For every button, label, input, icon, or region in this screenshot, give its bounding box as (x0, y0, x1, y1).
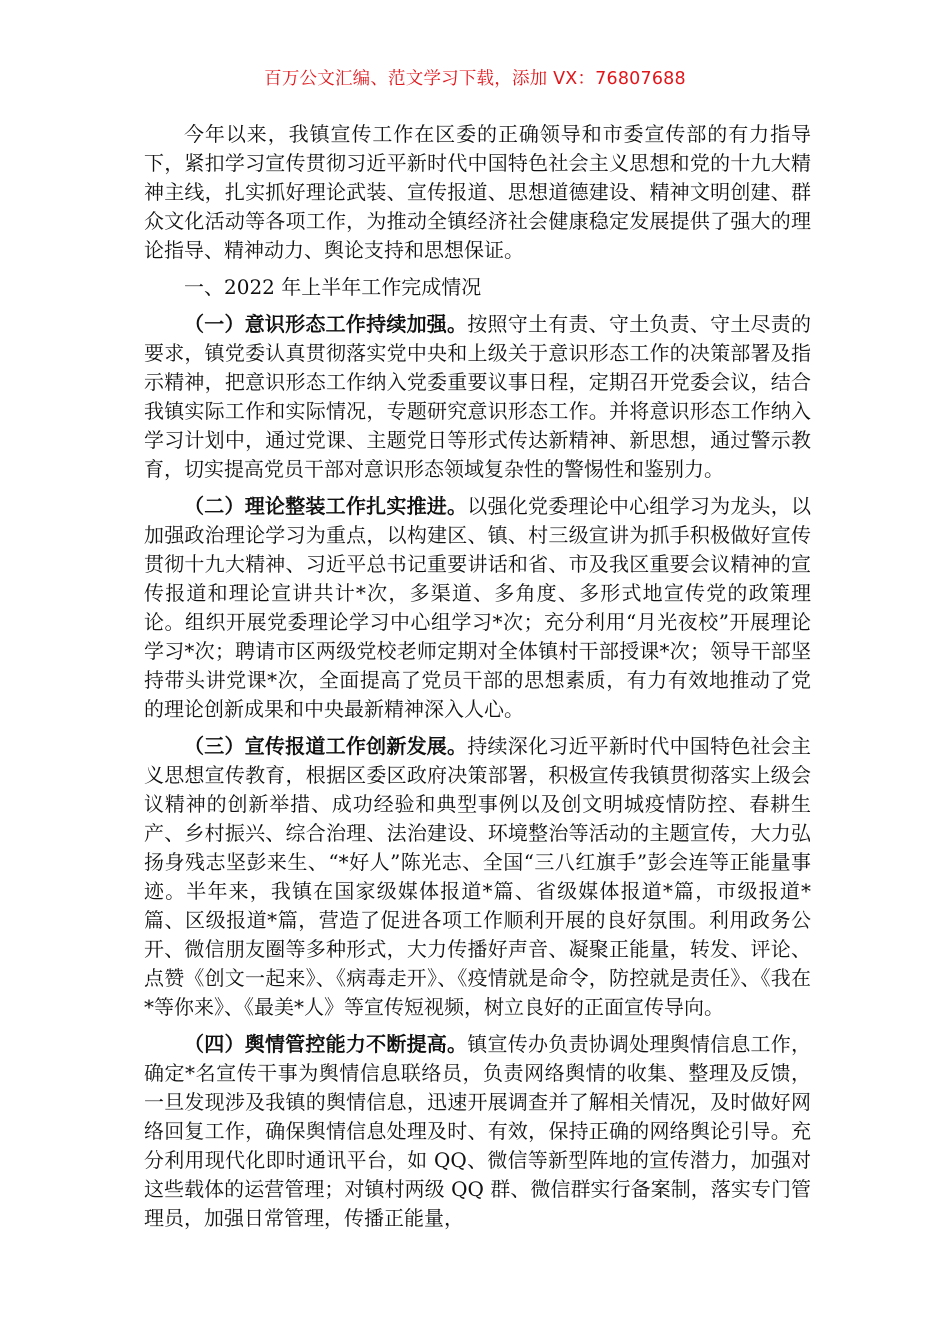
document-body (144, 120, 811, 1241)
item-paragraph-1 (144, 310, 811, 484)
item-lead-4: （四）舆情管控能力不断提高。 (184, 1032, 468, 1056)
item-text-4: 镇宣传办负责协调处理舆情信息工作，确定*名宣传干事为舆情信息联络员，负责网络舆情的收集、整理及反馈，一旦发现涉及我镇的舆情信息，迅速开展调查并了解相关情况，及时做好网络回复工作，确保舆情信息处理及时、有效，保持正确的网络舆论引导。充分利用现代化即时通讯平台，如 QQ、微信等新型阵地的宣传潜力，加强对这些载体的运营管理；对镇村两级 QQ 群、微信群实行备案制，落实专门管理员，加强日常管理，传播正能量， (144, 1032, 812, 1230)
item-paragraph-4 (144, 1030, 811, 1233)
item-text-3: 持续深化习近平新时代中国特色社会主义思想宣传教育，根据区委区政府决策部署，积极宣传我镇贯彻落实上级会议精神的创新举措、成功经验和典型事例以及创文明城疫情防控、春耕生产、乡村振兴、综合治理、法治建设、环境整治等活动的主题宣传，大力弘扬身残志坚彭来生、“*好人”陈光志、全国“三八红旗手”彭会连等正能量事迹。半年来，我镇在国家级媒体报道*篇、省级媒体报道*篇，市级报道*篇、区级报道*篇，营造了促进各项工作顺利开展的良好氛围。利用政务公开、微信朋友圈等多种形式，大力传播好声音、凝聚正能量，转发、评论、点赞《创文一起来》、《病毒走开》、《疫情就是命令，防控就是责任》、《我在*等你来》、《最美*人》等宣传短视频，树立良好的正面宣传导向。 (144, 734, 812, 1019)
item-lead-2: （二）理论整装工作扎实推进。 (184, 494, 468, 518)
item-lead-1: （一）意识形态工作持续加强。 (184, 312, 468, 336)
header-banner: 百万公文汇编、范文学习下载，添加 VX：76807688 (264, 69, 686, 89)
item-paragraph-3 (144, 732, 811, 1022)
intro-paragraph: 今年以来，我镇宣传工作在区委的正确领导和市委宣传部的有力指导下，紧扣学习宣传贯彻习近平新时代中国特色社会主义思想和党的十九大精神主线，扎实抓好理论武装、宣传报道、思想道德建设、精神文明创建、群众文化活动等各项工作，为推动全镇经济社会健康稳定发展提供了强大的理论指导、精神动力、舆论支持和思想保证。 (144, 122, 811, 262)
item-text-2: 以强化党委理论中心组学习为龙头，以加强政治理论学习为重点，以构建区、镇、村三级宣讲为抓手积极做好宣传贯彻十九大精神、习近平总书记重要讲话和省、市及我区重要会议精神的宣传报道和理论宣讲共计*次，多渠道、多角度、多形式地宣传党的政策理论。组织开展党委理论学习中心组学习*次；充分利用“月光夜校”开展理论学习*次；聘请市区两级党校老师定期对全体镇村干部授课*次；领导干部坚持带头讲党课*次，全面提高了党员干部的思想素质，有力有效地推动了党的理论创新成果和中央最新精神深入人心。 (144, 494, 812, 721)
item-paragraph-2 (144, 492, 811, 724)
section-heading: 一、2022 年上半年工作完成情况 (184, 275, 482, 299)
item-lead-3: （三）宣传报道工作创新发展。 (184, 734, 468, 758)
item-text-1: 按照守土有责、守土负责、守土尽责的要求，镇党委认真贯彻落实党中央和上级关于意识形态工作的决策部署及指示精神，把意识形态工作纳入党委重要议事日程，定期召开党委会议，结合我镇实际工作和实际情况，专题研究意识形态工作。并将意识形态工作纳入学习计划中，通过党课、主题党日等形式传达新精神、新思想，通过警示教育，切实提高党员干部对意识形态领域复杂性的警惕性和鉴别力。 (144, 312, 812, 481)
